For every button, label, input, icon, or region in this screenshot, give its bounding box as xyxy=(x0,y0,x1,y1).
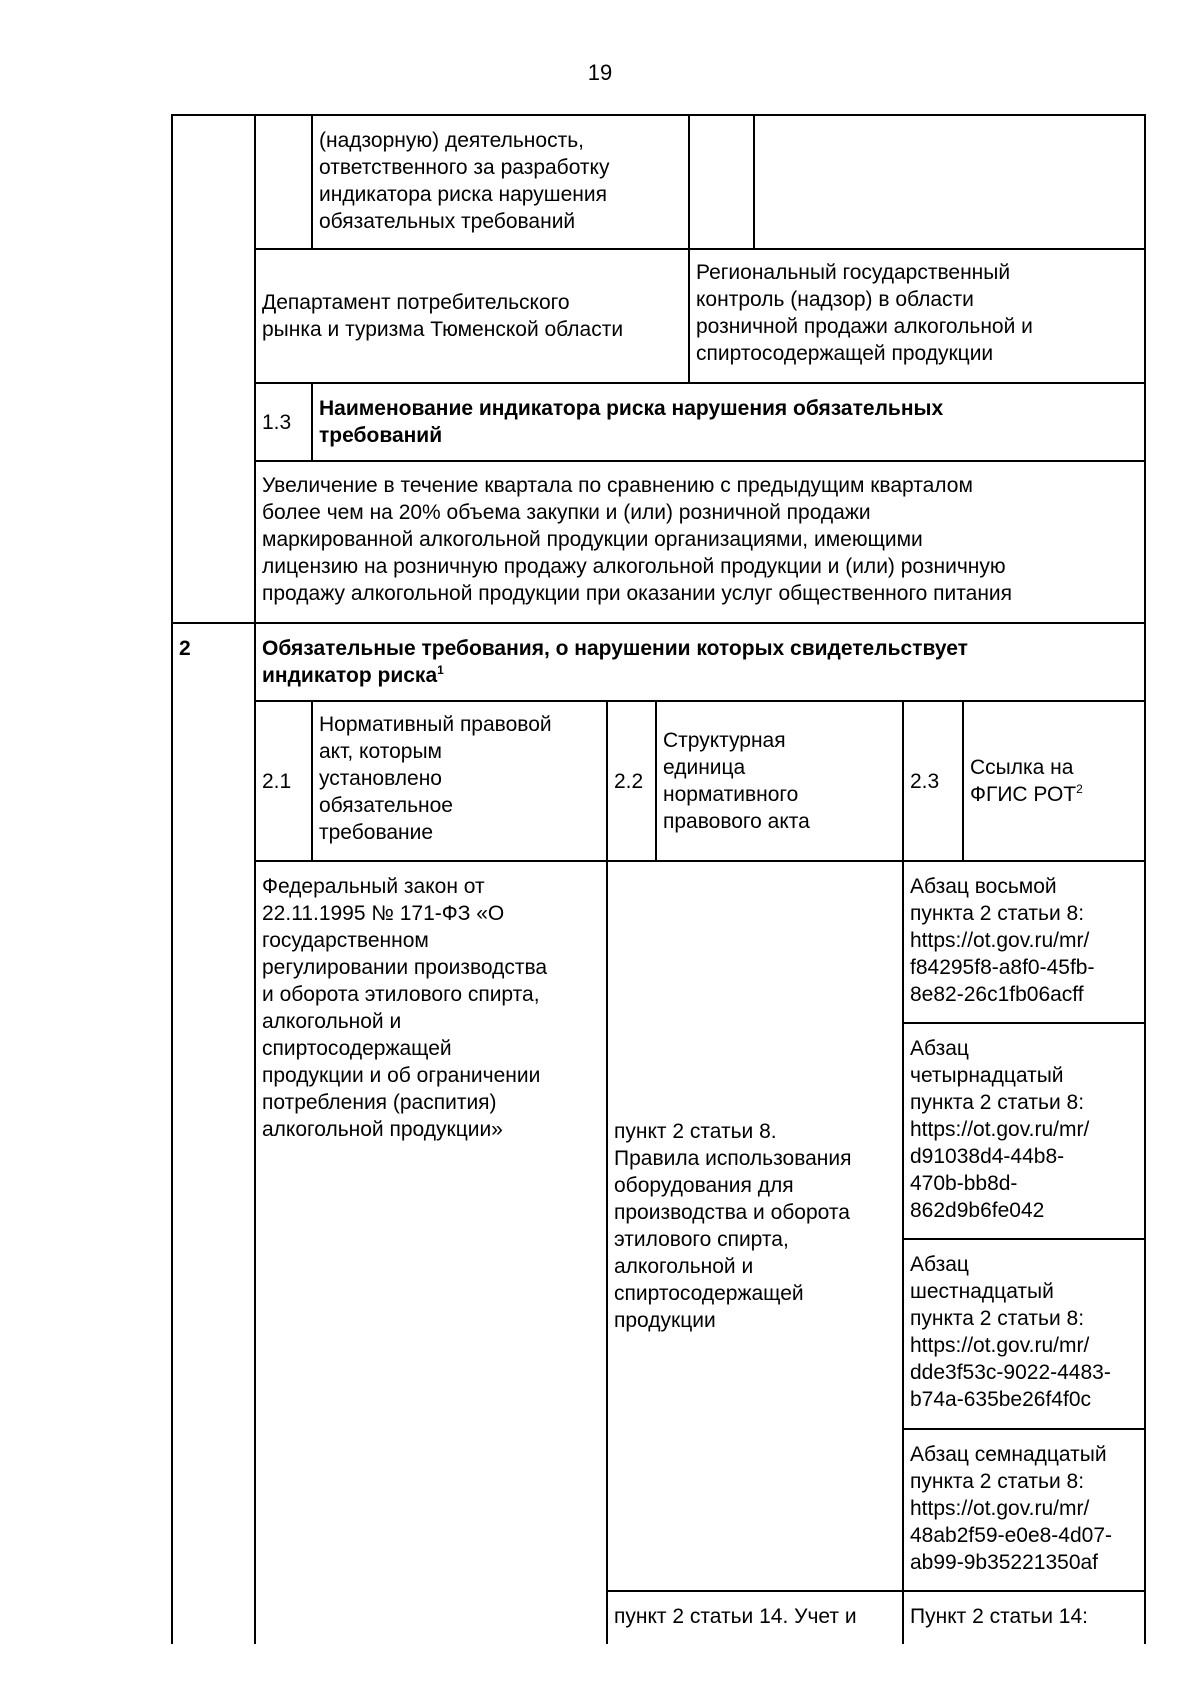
section-number-2: 2 xyxy=(179,637,191,660)
link-paragraph-16: Абзац шестнадцатый пункта 2 статьи 8: https://ot.gov.ru/mr/ dde3f53c-9022-4483- b74a-635be26f4f0c xyxy=(910,1253,1111,1411)
item-number-1-3 xyxy=(256,384,311,460)
footnote-marker-2: 2 xyxy=(1076,782,1083,796)
structural-unit-article-14: пункт 2 статьи 14. Учет и xyxy=(614,1605,857,1628)
header-legal-act: Нормативный правовой акт, которым установлено обязательное требование xyxy=(319,713,552,844)
header-number-2-3-text: 2.3 xyxy=(910,769,940,793)
structural-unit-article-8 xyxy=(608,862,902,1590)
federal-law: Федеральный закон от 22.11.1995 № 171-ФЗ «О государственном регулировании производства и оборота этилового спирта, алкогольной и спиртосодержащей продукции и об ограничении потребления (распития) алкогольной продукции» xyxy=(262,875,548,1141)
indicator-description: Увеличение в течение квартала по сравнению с предыдущим кварталом более чем на 20% объема закупки и (или) розничной продажи маркированной алкогольной продукции организациями, имеющими лицензию на розничную продажу алкогольной продукции и (или) розничную продажу алкогольной продукции при оказании услуг общественного питания xyxy=(262,474,1013,605)
section-heading xyxy=(256,632,1144,692)
item-number-text: 1.3 xyxy=(262,410,292,434)
department-name xyxy=(256,250,688,382)
link-paragraph-8: Абзац восьмой пункта 2 статьи 8: https://ot.gov.ru/mr/ f84295f8-a8f0-45fb- 8e82-26c1fb06acff xyxy=(910,875,1095,1006)
header-structural-unit xyxy=(657,702,902,860)
header-number-2-1-text: 2.1 xyxy=(262,769,292,793)
footnote-marker-1: 1 xyxy=(437,663,444,677)
header-fgis-link xyxy=(964,702,1144,860)
header-number-2-2-text: 2.2 xyxy=(614,769,644,793)
page-number: 19 xyxy=(587,60,613,85)
header-fgis-link-text: Ссылка на ФГИС РОТ xyxy=(970,756,1077,806)
header-number-2-1 xyxy=(256,702,311,860)
indicator-heading: Наименование индикатора риска нарушения обязательных требований xyxy=(319,397,944,447)
header-structural-unit-text: Структурная единица нормативного правового акта xyxy=(663,729,810,833)
link-paragraph-14: Абзац четырнадцатый пункта 2 статьи 8: https://ot.gov.ru/mr/ d91038d4-44b8- 470b-bb8d- 862d9b6fe042 xyxy=(910,1037,1090,1222)
responsible-text: (надзорную) деятельность, ответственного за разработку индикатора риска нарушения обязательных требований xyxy=(319,129,610,233)
link-paragraph-17: Абзац семнадцатый пункта 2 статьи 8: https://ot.gov.ru/mr/ 48ab2f59-e0e8-4d07- ab99-9b35221350af xyxy=(910,1443,1113,1574)
header-number-2-3 xyxy=(904,702,962,860)
control-type: Региональный государственный контроль (надзор) в области розничной продажи алкогольной и спиртосодержащей продукции xyxy=(696,261,1033,365)
department-text: Департамент потребительского рынка и туризма Тюменской области xyxy=(262,291,624,341)
structural-unit-article-8-text: пункт 2 статьи 8. Правила использования оборудования для производства и оборота этилового спирта, алкогольной и спиртосодержащей продукции xyxy=(614,1120,852,1332)
section-heading-text: Обязательные требования, о нарушении которых свидетельствует индикатор риска xyxy=(262,637,968,687)
link-article-14: Пункт 2 статьи 14: xyxy=(910,1605,1088,1628)
header-number-2-2 xyxy=(608,702,655,860)
